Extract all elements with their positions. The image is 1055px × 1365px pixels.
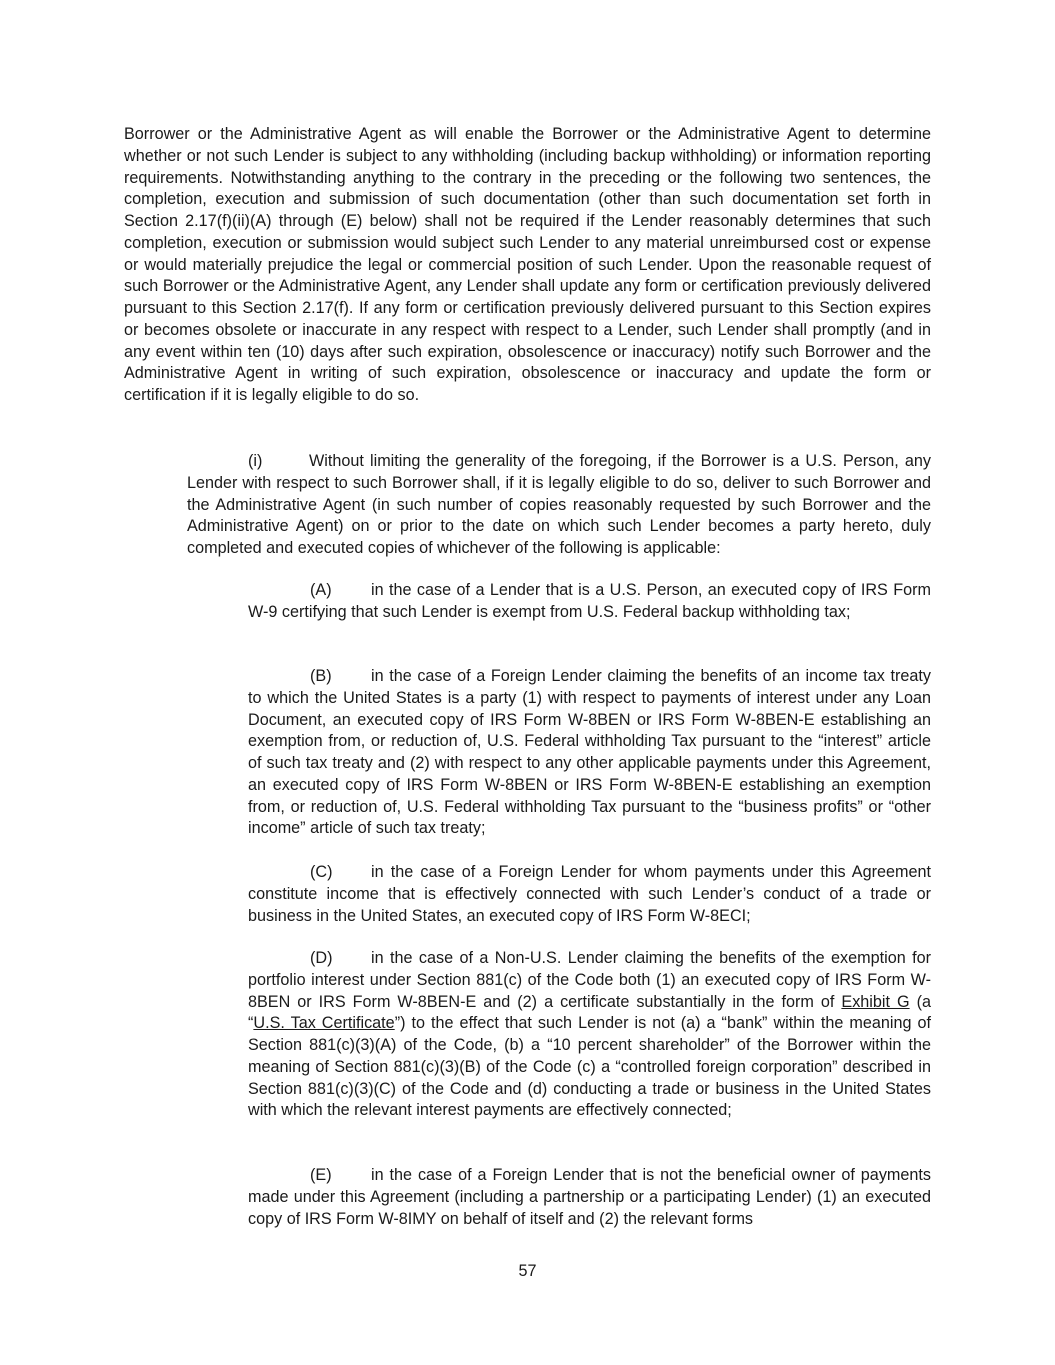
clause-i-label: (i) — [248, 452, 263, 470]
clause-c-text: in the case of a Foreign Lender for whom payments under this Agreement constitute income that is effectively connected with such Lender’s conduct of a trade or business in the United States, an executed copy of IRS Form W-8ECI; — [248, 863, 931, 925]
clause-c-label: (C) — [310, 863, 333, 881]
clause-a-label: (A) — [310, 581, 332, 599]
page-number: 57 — [518, 1262, 537, 1280]
clause-a-text: in the case of a Lender that is a U.S. Person, an executed copy of IRS Form W-9 certifying that such Lender is exempt from U.S. Federal backup withholding tax; — [248, 581, 931, 621]
clause-a-paragraph — [248, 580, 931, 624]
clause-d-text-middle: (a “ — [248, 992, 931, 1033]
exhibit-g-link[interactable]: Exhibit G — [841, 992, 910, 1011]
clause-i-paragraph — [187, 451, 931, 560]
clause-b-paragraph — [248, 666, 931, 840]
clause-b-label: (B) — [310, 667, 332, 685]
clause-d-label: (D) — [310, 949, 333, 967]
clause-c-paragraph — [248, 862, 931, 927]
clause-i-text: Without limiting the generality of the foregoing, if the Borrower is a U.S. Person, any Lender with respect to such Borrower shall, if it is legally eligible to do so, deliver to such Borrower and the Administrative Agent (in such number of copies reasonably requested by such Borrower and the Administrative Agent) on or prior to the date on which such Lender becomes a party hereto, duly completed and executed copies of whichever of the following is applicable: — [187, 452, 931, 557]
clause-b-text: in the case of a Foreign Lender claiming the benefits of an income tax treaty to which the United States is a party (1) with respect to payments of interest under any Loan Document, an executed copy of IRS Form W-8BEN or IRS Form W-8BEN-E establishing an exemption from, or reduction of, U.S. Federal withholding Tax pursuant to the “interest” article of such tax treaty and (2) with respect to any other applicable payments under this Agreement, an executed copy of IRS Form W-8BEN or IRS Form W-8BEN-E establishing an exemption from, or reduction of, U.S. Federal withholding Tax pursuant to the “business profits” or “other income” article of such tax treaty; — [248, 667, 931, 838]
clause-e-paragraph — [248, 1165, 931, 1230]
intro-paragraph: Borrower or the Administrative Agent as will enable the Borrower or the Administrative Agent to determine whether or not such Lender is subject to any withholding (including backup withholding) or information reporting requirements. Notwithstanding anything to the contrary in the preceding or the following two sentences, the completion, execution and submission of such documentation (other than such documentation set forth in Section 2.17(f)(ii)(A) through (E) below) shall not be required if the Lender reasonably determines that such completion, execution or submission would subject such Lender to any material unreimbursed cost or expense or would materially prejudice the legal or commercial position of such Lender. Upon the reasonable request of such Borrower or the Administrative Agent, any Lender shall update any form or certification previously delivered pursuant to this Section 2.17(f). If any form or certification previously delivered pursuant to this Section expires or becomes obsolete or inaccurate in any respect with respect to a Lender, such Lender shall promptly (and in any event within ten (10) days after such expiration, obsolescence or inaccuracy) notify such Borrower and the Administrative Agent in writing of such expiration, obsolescence or inaccuracy and update the form or certification if it is legally eligible to do so. — [124, 125, 931, 404]
clause-d-paragraph — [248, 948, 931, 1122]
us-tax-certificate-term: U.S. Tax Certificate — [253, 1014, 395, 1033]
clause-e-text: in the case of a Foreign Lender that is not the beneficial owner of payments made under this Agreement (including a partnership or a participating Lender) (1) an executed copy of IRS Form W-8IMY on behalf of itself and (2) the relevant forms — [248, 1166, 931, 1228]
clause-d-text-after: ”) to the effect that such Lender is not (a) a “bank” within the meaning of Section 881(c)(3)(A) of the Code, (b) a “10 percent shareholder” of the Borrower within the meaning of Section 881(c)(3)(B) of the Code (c) a “controlled foreign corporation” described in Section 881(c)(3)(C) of the Code and (d) conducting a trade or business in the United States with which the relevant interest payments are effectively connected; — [248, 1014, 931, 1120]
clause-e-label: (E) — [310, 1166, 332, 1184]
clause-d-text-before: in the case of a Non-U.S. Lender claiming the benefits of the exemption for portfolio interest under Section 881(c) of the Code both (1) an executed copy of IRS Form W-8BEN or IRS Form W-8BEN-E and (2) a certificate substantially in the form of — [248, 949, 931, 1011]
